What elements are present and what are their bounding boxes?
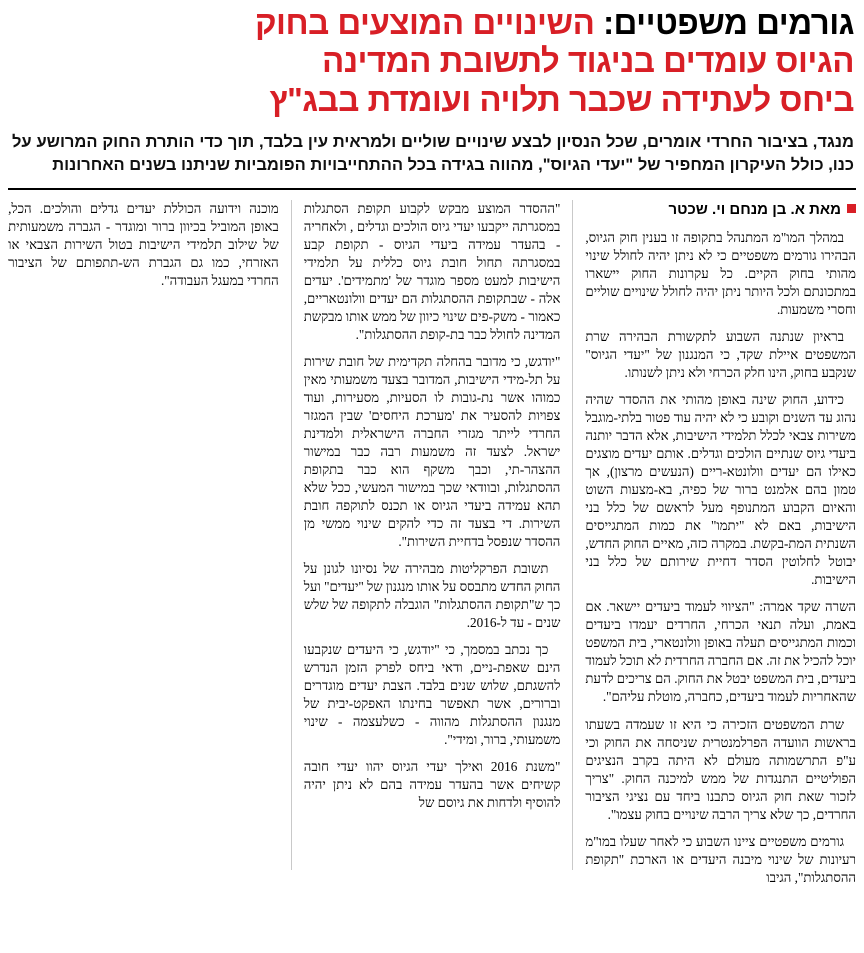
headline-line-2: הגיוס עומדים בניגוד לתשובת המדינה (322, 42, 854, 80)
byline (585, 200, 856, 220)
paragraph: תשובת הפרקליטות מבהירה של נסיונו לגונן על החוק החדש מתבסס על אותו מנגנון של "יעדים" ועל כך ש"תקופת ההסתגלות" הוגבלה לתקופה של שלש שנים - עד ל-2016. (303, 560, 561, 630)
byline-text: מאת א. בן מנחם וי. שכטר (668, 200, 841, 218)
paragraph: "משנת 2016 ואילך יעדי הגיוס יהוו יעדי חובה קשיחים אשר בהעדר עמידה בהם לא ניתן יהיה להוסיף ולדחות את גיוסם של (303, 759, 561, 811)
paragraph: כידוע, החוק שינה באופן מהותי את ההסדר שהיה נהוג עד השנים וקובע כי לא יהיה עוד פטור בלתי-מוגבל משירות צבאי לכלל תלמידי הישיבות, אלא הדבר יותנה ביעדי גיוס שנתיים הולכים וגדלים. אותם יעדים מוצגים כאילו הם יעדים וולונטא-ריים (הנעשים מרצון), אך טמון בהם אלמנט ברור של כפיה, בא-מצעות השוט והאיום הקבוע המתנופף מעל לראשם של כלל בני הישיבות, באם לא "יתמו" את כמות המתגייסים השנתית המת-בקשת. במקרה כזה, מאיים החוק החדש, יבוטל לחלוטין הסדר דחיית שירותם של כלל בני הישיבות. (585, 392, 856, 588)
paragraph: שרת המשפטים הזכירה כי היא זו שעמדה בשעתו בראשות הוועדה הפרלמנטרית שניסחה את החוק וכי ע"פ התרשמותה מעולם לא היתה בקרב הנציגים הפוליטיים התנגדות של ממש למיכנה החוק. "צריך לזכור שאת חוק הגיוס כתבנו ביחד עם נציגי הציבור החרדים, כך שלא צריך הרבה שינויים בחוק עצמו". (585, 716, 856, 822)
bullet-square-icon (847, 204, 856, 213)
paragraph: השרה שקד אמרה: "הציווי לעמוד ביעדים יישאר. אם באמת, ועלה תנאי הכרחי, החרדים יעמדו ביעדים וכמות המתגייסים תעלה באופן וולונטארי, בית המשפט יוכל להכיל את זה. אם החברה החרדית לא תוכל לעמוד ביעדים, בית המשפט יבטל את החוק. הם צריכים לדעת שהאחריות לעמוד ביעדים, כחברה, מוטלת עליהם". (585, 599, 856, 705)
page-title (10, 4, 854, 119)
column-left (8, 200, 291, 870)
paragraph: "יודגש, כי מדובר בהחלה תקדימית של חובת שירות על תל-מידי הישיבות, המדובר בצעד משמעותי מאין כמוהו אשר נת-גובות לו הסעיות, מסעירות, ועוד צפויות להסעיר את 'מערכת היחסים' שבין המגזר החרדי לייתר מגזרי החברה הישראלית ולמדינת ישראל. לצעד זה משמעות רבה כבר במישור ההצהר-תי, וכבך משקף הוא כבר בתקופת ההסתגלות, ובוודאי שכך במישור המעשי, ככל שלא תהא עמידה ביעדי הגיוס או תכנס לתוקפה חובת השירות. די בצעד זה כדי להקים שינוי ממשי מן ההסדר שנפסל בדחיית השירות". (303, 353, 561, 549)
headline-block (0, 0, 864, 178)
headline-line-1 (10, 4, 854, 42)
paragraph: גורמים משפטיים ציינו השבוע כי לאחר שעלו במו"מ רעיונות של שינוי מיבנה היעדים או הארכת "תקופת ההסתגלות", הגיבו (585, 833, 856, 885)
headline-line-3: ביחס לעתידה שכבר תלויה ועומדת בבג"ץ (269, 80, 854, 118)
headline-kicker: גורמים משפטיים: (603, 4, 854, 41)
subheadline: מנגד, בציבור החרדי אומרים, שכל הנסיון לבצע שינויים שוליים ולמראית עין בלבד, תוך כדי הותרת החוק המרושע על כנו, כולל העיקרון המחפיר של "יעדי הגיוס", מהווה בגידה בכל ההתחייבויות הפומביות שניתנו בשנים האחרונות (12, 132, 854, 175)
paragraph: בראיון שנתנה השבוע לתקשורת הבהירה שרת המשפטים איילת שקד, כי המנגנון של "יעדי הגיוס" שנקבע בחוק, הינו חלק הכרחי ולא ניתן לשנותו. (585, 329, 856, 381)
paragraph: כך נכתב במסמך, כי "יודגש, כי היעדים שנקבעו הינם שאפת-ניים, ודאי ביחס לפרק הזמן הנדרש להשגתם, שלוש שנים בלבד. הצבת יעדים מוגדרים וברורים, אשר תאפשר בחינתו האפקט-יבית של מנגנון ההסתגלות מהווה - כשלעצמה - שינוי משמעותי, ברור, ומידי". (303, 642, 561, 748)
article-columns (0, 190, 864, 885)
paragraph: "ההסדר המוצע מבקש לקבוע תקופת הסתגלות במסגרתה ייקבעו יעדי גיוס הולכים וגדלים , ולאחריה - בהעדר עמידה ביעדי הגיוס - תקופת קבע במסגרתה תחול חובת גיוס כללית על תלמידי הישיבות למעט מספר מוגדר של 'מתמידים'. יעדים אלה - שבתקופת ההסתגלות הם יעדים וולונטאריים, כאמור - משק-פים שינוי כיוון של ממש אותו מבקשת המדינה לחולל כבר בת-קופת ההסתגלות". (303, 200, 561, 342)
column-right (573, 200, 856, 885)
column-middle (291, 200, 574, 870)
headline-line-1-red: השינויים המוצעים בחוק (254, 4, 595, 41)
paragraph: במהלך המו"מ המתנהל בתקופה זו בענין חוק הגיוס, הבהירו גורמים משפטיים כי לא ניתן יהיה לחולל שינוי מהותי בחוק הקיים. כל עקרונות החוק יישארו במתכונתם ולכל היותר ניתן יהיה לחולל שינויים שוליים וחסרי משמעות. (585, 230, 856, 318)
paragraph: מוכנה וידועה הכוללת יעדים גדלים והולכים. הכל, באופן המוביל בכיוון ברור ומוגדר - הגברה משמעותית של שילוב תלמידי הישיבות בטול השירות הצבאי או האזרחי, כמו גם הגברת הש-תתפותם של הציבור החרדי במעגל העבודה". (8, 200, 279, 288)
